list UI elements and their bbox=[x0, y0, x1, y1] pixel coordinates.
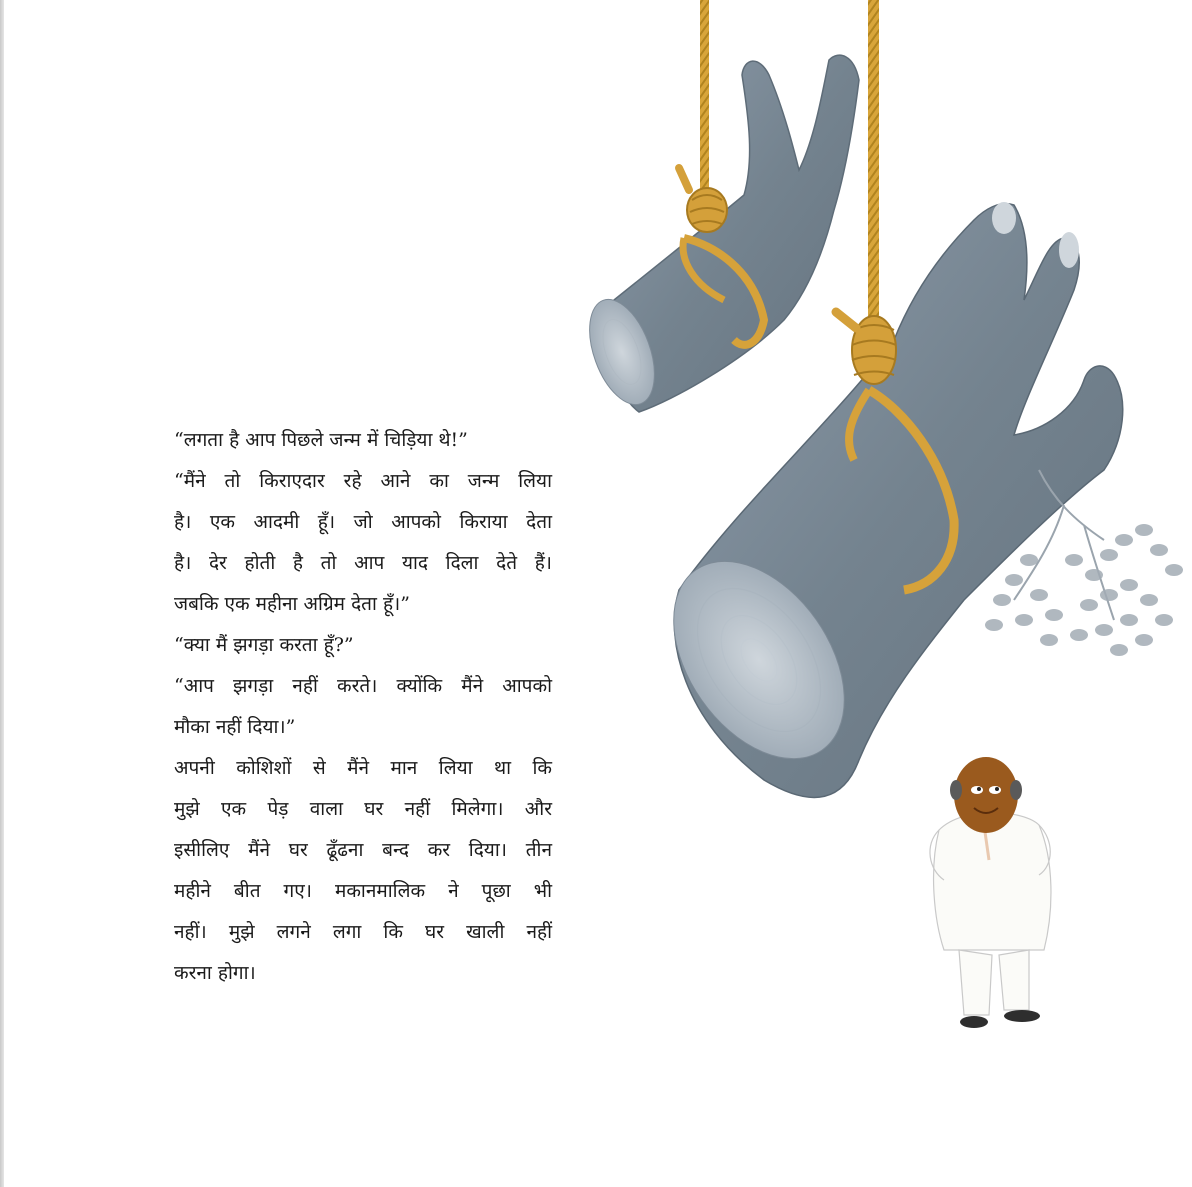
hanging-branch-upper-icon bbox=[584, 55, 859, 413]
story-line: महीने बीत गए। मकानमालिक ने पूछा भी bbox=[174, 880, 552, 902]
story-line: “क्या मैं झगड़ा करता हूँ?” bbox=[174, 634, 354, 656]
story-line: मुझे एक पेड़ वाला घर नहीं मिलेगा। और bbox=[174, 798, 552, 820]
book-page bbox=[4, 0, 1192, 1187]
story-line: “आप झगड़ा नहीं करते। क्योंकि मैंने आपको bbox=[174, 675, 552, 697]
story-line: करना होगा। bbox=[174, 962, 256, 984]
story-line: जबकि एक महीना अग्रिम देता हूँ।” bbox=[174, 593, 410, 615]
rope-right-icon bbox=[868, 0, 879, 330]
story-text bbox=[174, 420, 552, 994]
story-line: “लगता है आप पिछले जन्म में चिड़िया थे!” bbox=[174, 429, 468, 451]
story-line: अपनी कोशिशों से मैंने मान लिया था कि bbox=[174, 757, 552, 779]
story-line: मौका नहीं दिया।” bbox=[174, 716, 296, 738]
story-line: नहीं। मुझे लगने लगा कि घर खाली नहीं bbox=[174, 921, 552, 943]
man-figure-icon bbox=[930, 757, 1051, 1028]
story-line: इसीलिए मैंने घर ढूँढना बन्द कर दिया। तीन bbox=[174, 839, 552, 861]
story-line: “मैंने तो किराएदार रहे आने का जन्म लिया bbox=[174, 470, 552, 492]
story-line: है। एक आदमी हूँ। जो आपको किराया देता bbox=[174, 511, 552, 533]
illustration bbox=[584, 0, 1192, 1060]
rope-left-icon bbox=[700, 0, 709, 200]
story-line: है। देर होती है तो आप याद दिला देते हैं। bbox=[174, 552, 552, 574]
